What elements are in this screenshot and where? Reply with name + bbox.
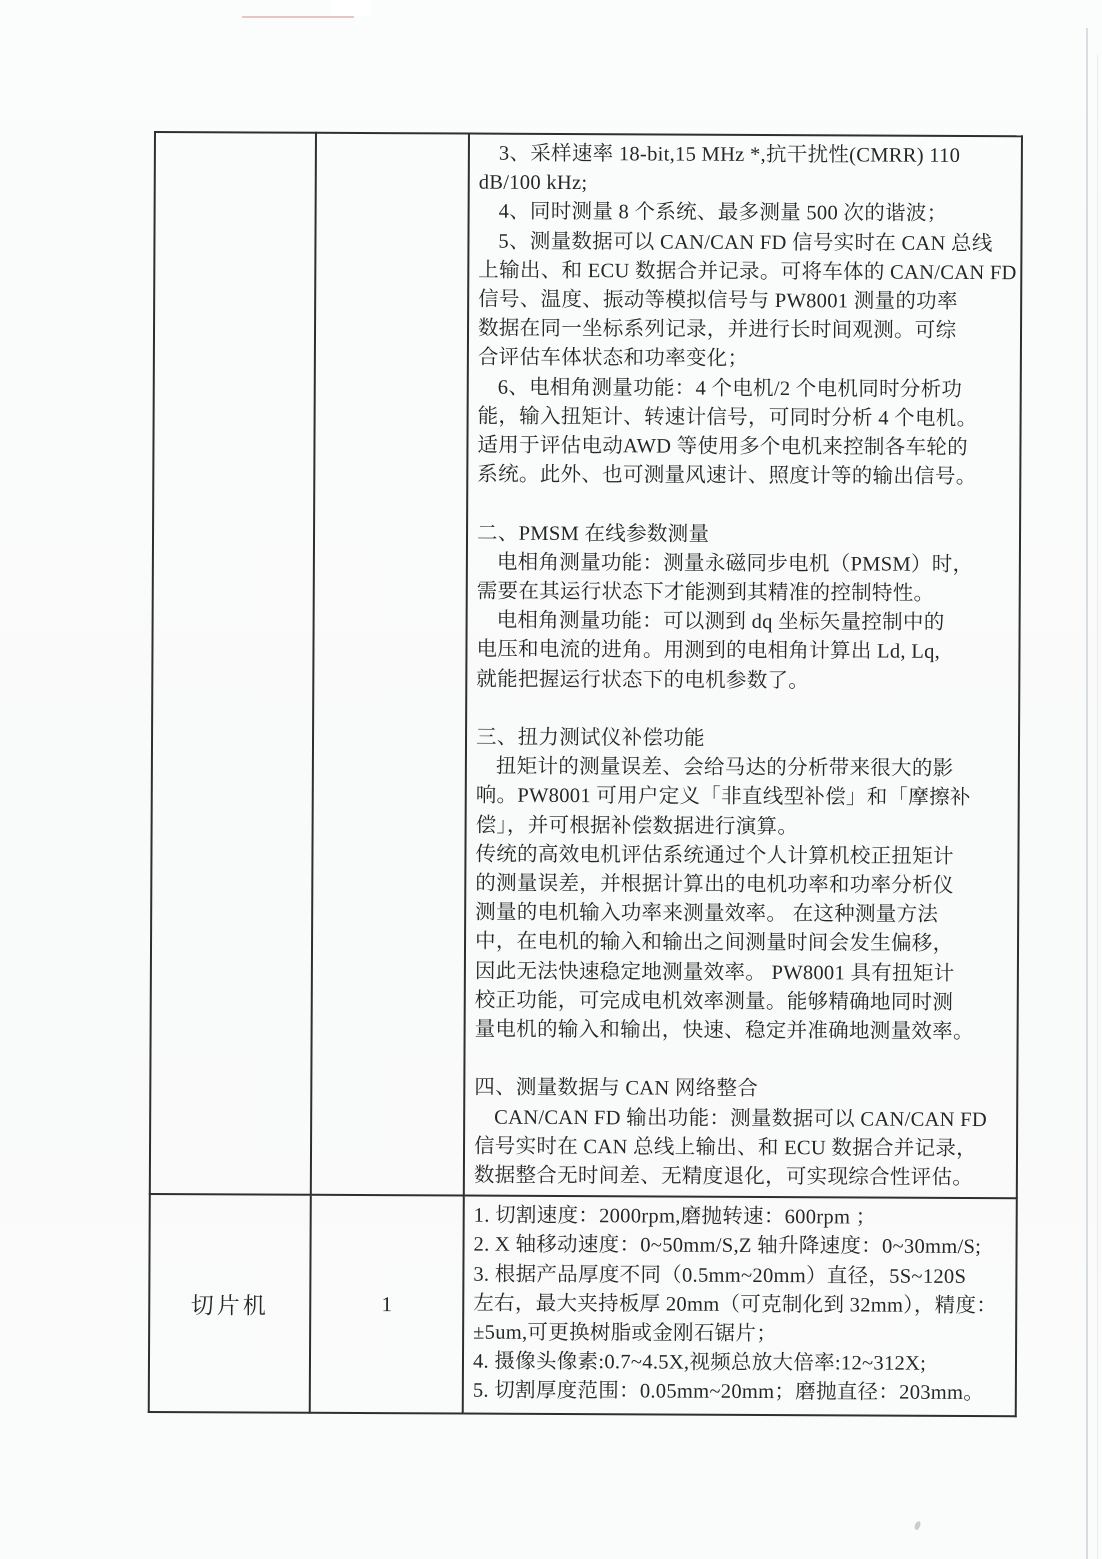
spec-line: 信号实时在 CAN 总线上输出、和 ECU 数据合并记录， <box>473 1135 978 1160</box>
spec-line: 1. 切割速度：2000rpm,磨抛转速：600rpm ； <box>473 1204 877 1229</box>
quantity-cell <box>310 1195 464 1414</box>
spec-line: 二、PMSM 在线参数测量 <box>476 522 710 546</box>
spec-line: 2. X 轴移动速度：0~50mm/S,Z 轴升降速度：0~30mm/S; <box>473 1234 982 1259</box>
spec-line: 信号、温度、振动等模拟信号与 PW8001 测量的功率 <box>478 288 958 313</box>
equipment-spec-table <box>148 131 1024 1417</box>
spec-line: 的测量误差，并根据计算出的电机功率和功率分析仪 <box>475 872 954 897</box>
scan-edge-line <box>1086 28 1088 1559</box>
spec-line: 量电机的输入和输出，快速、稳定并准确地测量效率。 <box>474 1018 974 1044</box>
spec-line: 传统的高效电机评估系统通过个人计算机校正扭矩计 <box>475 843 954 868</box>
device-name-cell <box>150 132 316 1195</box>
scan-edge-line-faint <box>1097 55 1098 1559</box>
device-name-text: 切片机 <box>190 1292 269 1319</box>
spec-line: 校正功能，可完成电机效率测量。能够精确地同时测 <box>474 989 954 1014</box>
spec-line: 4、同时测量 8 个系统、最多测量 500 次的谐波； <box>498 201 948 226</box>
spec-line: 4. 摄像头像素:0.7~4.5X,视频总放大倍率:12~312X; <box>472 1350 927 1376</box>
spec-line <box>474 1045 1013 1077</box>
scan-speck <box>914 1520 922 1530</box>
spec-line: 系统。此外、也可测量风速计、照度计等的输出信号。 <box>477 463 977 489</box>
spec-line: CAN/CAN FD 输出功能：测量数据可以 CAN/CAN FD <box>494 1106 988 1131</box>
spec-line: ±5um,可更换树脂或金刚石锯片； <box>473 1321 778 1346</box>
spec-text-block <box>473 1202 1012 1409</box>
spec-line: 能，输入扭矩计、转速计信号，可同时分析 4 个电机。 <box>477 405 978 430</box>
spec-text-block <box>474 140 1018 1194</box>
spec-line: 因此无法快速稳定地测量效率。 PW8001 具有扭矩计 <box>474 960 955 985</box>
spec-line: 数据在同一坐标系列记录，并进行长时间观测。可综 <box>477 317 957 343</box>
spec-line: 5. 切割厚度范围：0.05mm~20mm；磨抛直径：203mm。 <box>472 1380 985 1405</box>
spec-line <box>476 694 1015 726</box>
table-row-power-analyzer-continued <box>150 132 1023 1198</box>
quantity-text: 1 <box>381 1291 393 1316</box>
spec-line: 3. 根据产品厚度不同（0.5mm~20mm）直径，5S~120S <box>473 1263 967 1288</box>
spec-line <box>477 490 1016 522</box>
device-name-cell <box>149 1194 311 1413</box>
spec-line: 中，在电机的输入和输出之间测量时间会发生偏移， <box>474 931 954 956</box>
spec-line: 响。PW8001 可用户定义「非直线型补偿」和「摩擦补 <box>475 785 971 810</box>
spec-line: 左右，最大夹持板厚 20mm（可克制化到 32mm），精度： <box>473 1292 998 1318</box>
spec-line: 适用于评估电动AWD 等使用多个电机来控制各车轮的 <box>477 434 968 460</box>
spec-line: 6、电相角测量功能：4 个电机/2 个电机同时分析功 <box>497 376 963 401</box>
spec-line: 电相角测量功能：可以测到 dq 坐标矢量控制中的 <box>496 609 945 635</box>
spec-line: 上输出、和 ECU 数据合并记录。可将车体的 CAN/CAN FD <box>478 259 1017 285</box>
scan-artifact-pink-line <box>242 16 354 18</box>
spec-line: dB/100 kHz; <box>478 171 588 195</box>
spec-line: 三、扭力测试仪补偿功能 <box>475 726 705 750</box>
spec-line: 四、测量数据与 CAN 网络整合 <box>474 1077 759 1101</box>
table-row-slicing-machine <box>149 1194 1017 1416</box>
spec-line: 就能把握运行状态下的电机参数了。 <box>476 668 810 692</box>
quantity-cell <box>311 133 469 1196</box>
spec-cell <box>463 1196 1017 1417</box>
spec-line: 需要在其运行状态下才能测到其精准的控制特性。 <box>476 580 935 605</box>
spec-line: 扭矩计的测量误差、会给马达的分析带来很大的影 <box>495 755 954 781</box>
spec-line: 数据整合无时间差、无精度退化，可实现综合性评估。 <box>473 1164 974 1190</box>
spec-line: 电相角测量功能：测量永磁同步电机（PMSM）时， <box>496 551 974 576</box>
spec-line: 3、采样速率 18-bit,15 MHz *,抗干扰性(CMRR) 110 <box>498 142 961 167</box>
spec-line: 偿」，并可根据补偿数据进行演算。 <box>475 814 799 838</box>
spec-cell <box>464 134 1023 1199</box>
spec-line: 电压和电流的进角。用测到的电相角计算出 Ld, Lq, <box>476 639 941 664</box>
spec-line: 5、测量数据可以 CAN/CAN FD 信号实时在 CAN 总线 <box>498 230 993 255</box>
scan-white-patch <box>330 0 370 16</box>
spec-line: 合评估车体状态和功率变化； <box>477 347 749 371</box>
spec-line: 测量的电机输入功率来测量效率。 在这种测量方法 <box>475 901 939 927</box>
